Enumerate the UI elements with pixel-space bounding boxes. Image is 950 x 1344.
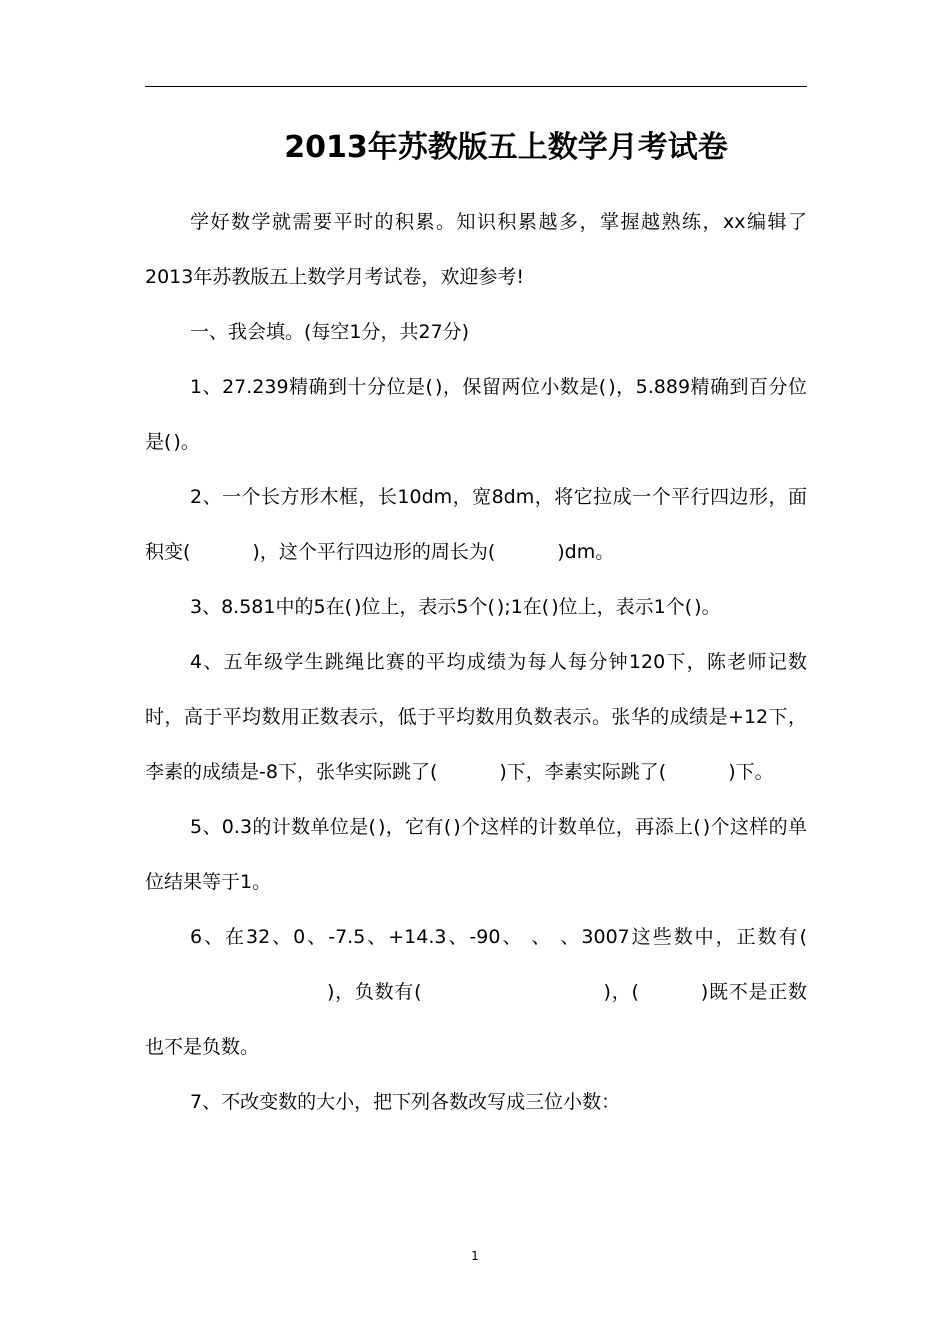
question-4-text: )下，李素实际跳了(	[499, 761, 667, 783]
section-heading: 一、我会填。(每空1分，共27分)	[190, 321, 470, 343]
question-6-text: 6、在32、0、-7.5、+14.3、-90、 、 、3007这些数中，正数有(	[190, 926, 807, 948]
header-rule	[145, 86, 807, 87]
question-2-text: 2、一个长方形木框，长10dm，宽8dm，将它拉成一个平行四边形，面积变(	[145, 486, 807, 563]
question-2-text: )，这个平行四边形的周长为(	[252, 541, 496, 563]
question-1-text: 1、27.239精确到十分位是(	[190, 376, 433, 398]
question-6	[145, 910, 807, 1075]
question-1	[145, 360, 807, 470]
question-1-text: )，保留两位小数是(	[434, 376, 607, 398]
question-5	[145, 800, 807, 910]
question-6-text: )，负数有(	[327, 981, 422, 1003]
question-3-text: 3、8.581中的5在(	[190, 596, 352, 618]
question-3-text: )位上，表示1个(	[551, 596, 693, 618]
question-2-text: )dm。	[557, 541, 615, 563]
question-4-text: 4、五年级学生跳绳比赛的平均成绩为每人每分钟120下，陈老师记数时，高于平均数用正数表示，低于平均数用负数表示。张华的成绩是+12下，李素的成绩是-8下，张华实际跳了(	[145, 651, 807, 783]
question-3	[145, 580, 807, 635]
question-5-text: )，它有(	[377, 816, 452, 838]
question-5-text: )个这样的计数单位，再添上(	[453, 816, 701, 838]
question-5-text: )个这样的单位结果等于1。	[145, 816, 808, 893]
question-2	[145, 470, 807, 580]
question-4-text: )下。	[728, 761, 774, 783]
question-6-text: )既不是正数也不是负数。	[145, 981, 807, 1058]
document-title: 2013年苏教版五上数学月考试卷	[284, 130, 728, 165]
intro-paragraph: 学好数学就需要平时的积累。知识积累越多，掌握越熟练，xx编辑了2013年苏教版五上数学月考试卷，欢迎参考!	[145, 211, 807, 288]
question-6-text: )，(	[603, 981, 639, 1003]
question-4	[145, 635, 807, 800]
question-3-text: );1在(	[496, 596, 550, 618]
question-7: 7、不改变数的大小，把下列各数改写成三位小数：	[190, 1091, 621, 1113]
question-3-text: )。	[694, 596, 721, 618]
document-body	[145, 195, 807, 1130]
page-number: 1	[471, 1249, 479, 1263]
question-1-text: )。	[173, 431, 200, 453]
question-1-text: )，5.889精确到百分位是(	[145, 376, 808, 453]
question-5-text: 5、0.3的计数单位是(	[190, 816, 376, 838]
question-3-text: )位上，表示5个(	[353, 596, 495, 618]
